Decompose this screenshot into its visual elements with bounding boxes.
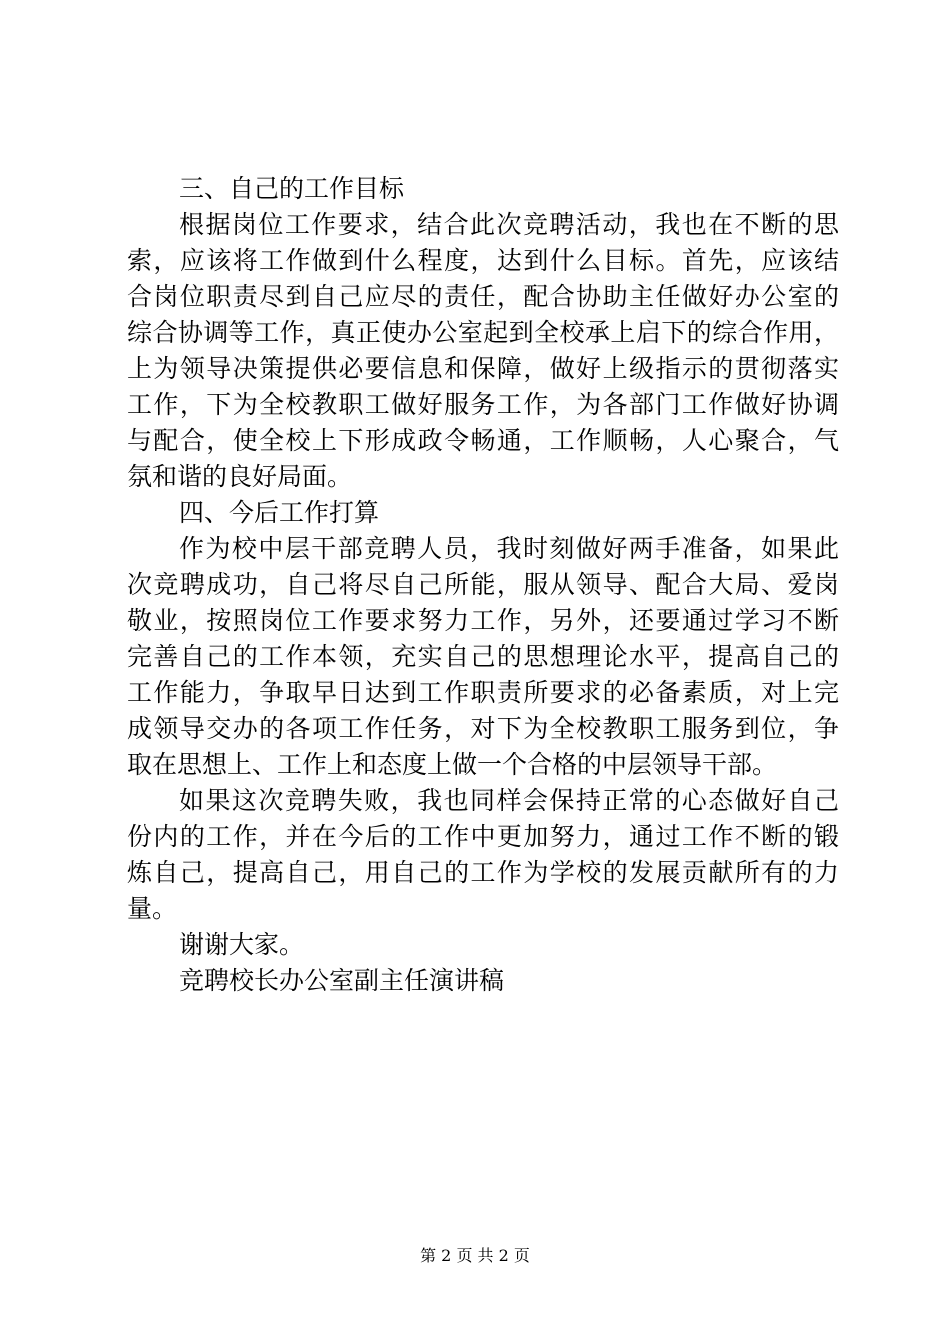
paragraph-line: 次竞聘成功，自己将尽自己所能，服从领导、配合大局、爱岗 <box>127 570 839 599</box>
section-heading-goals: 三、自己的工作目标 <box>179 174 405 203</box>
paragraph-line: 合岗位职责尽到自己应尽的责任，配合协助主任做好办公室的 <box>127 282 839 311</box>
paragraph-line: 取在思想上、工作上和态度上做一个合格的中层领导干部。 <box>127 750 778 779</box>
paragraph-line: 与配合，使全校上下形成政令畅通，工作顺畅，人心聚合，气 <box>127 426 839 455</box>
paragraph-line: 份内的工作，并在今后的工作中更加努力，通过工作不断的锻 <box>127 822 839 851</box>
paragraph-line: 敬业，按照岗位工作要求努力工作，另外，还要通过学习不断 <box>127 606 839 635</box>
paragraph-line: 根据岗位工作要求，结合此次竞聘活动，我也在不断的思 <box>179 210 839 239</box>
paragraph-line: 完善自己的工作本领，充实自己的思想理论水平，提高自己的 <box>127 642 839 671</box>
document-body <box>127 171 839 999</box>
paragraph-line: 上为领导决策提供必要信息和保障，做好上级指示的贯彻落实 <box>127 354 839 383</box>
paragraph-line: 炼自己，提高自己，用自己的工作为学校的发展贡献所有的力 <box>127 858 839 887</box>
paragraph-line: 索，应该将工作做到什么程度，达到什么目标。首先，应该结 <box>127 246 839 275</box>
paragraph-line: 量。 <box>127 894 178 923</box>
document-title-line: 竞聘校长办公室副主任演讲稿 <box>179 966 505 995</box>
closing-thanks: 谢谢大家。 <box>179 930 305 959</box>
paragraph-line: 工作能力，争取早日达到工作职责所要求的必备素质，对上完 <box>127 678 839 707</box>
paragraph-line: 综合协调等工作，真正使办公室起到全校承上启下的综合作用， <box>127 318 839 347</box>
page-number-footer: 第 2 页 共 2 页 <box>420 1246 530 1265</box>
paragraph-line: 工作，下为全校教职工做好服务工作，为各部门工作做好协调 <box>127 390 839 419</box>
paragraph-line: 成领导交办的各项工作任务，对下为全校教职工服务到位，争 <box>127 714 839 743</box>
section-heading-plans: 四、今后工作打算 <box>179 498 380 527</box>
paragraph-line: 氛和谐的良好局面。 <box>127 462 353 491</box>
paragraph-line: 作为校中层干部竞聘人员，我时刻做好两手准备，如果此 <box>179 534 839 563</box>
paragraph-line: 如果这次竞聘失败，我也同样会保持正常的心态做好自己 <box>179 786 839 815</box>
